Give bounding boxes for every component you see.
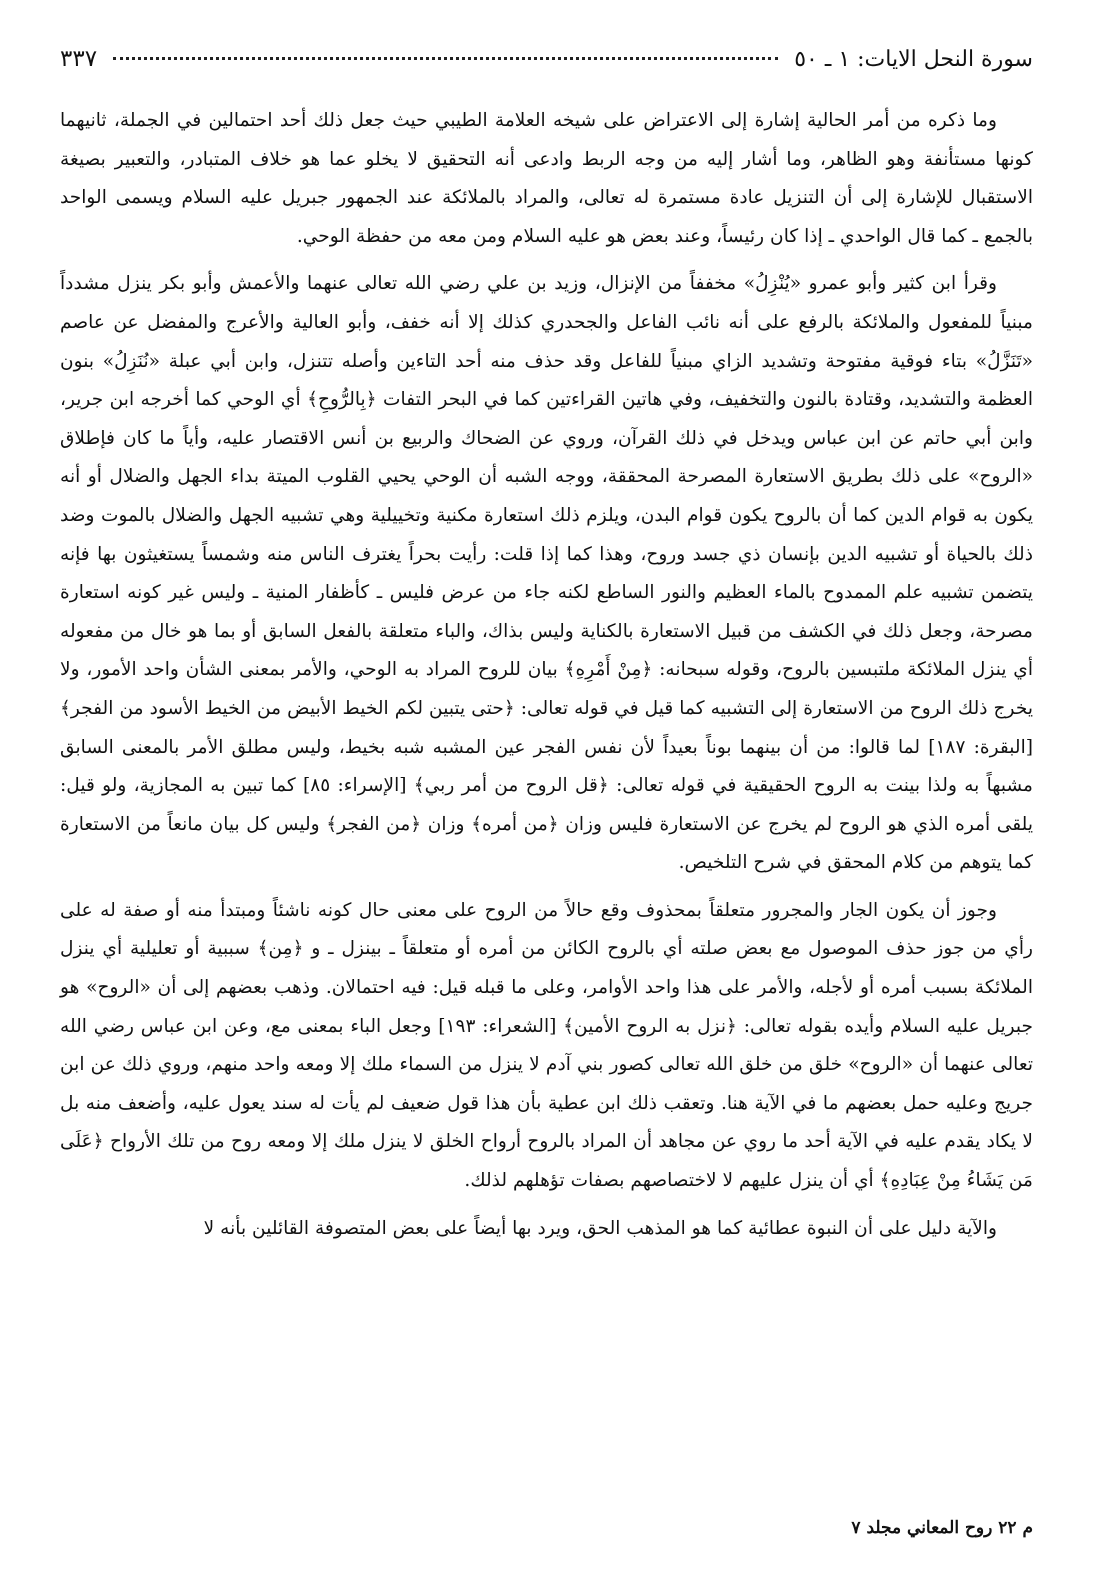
header-leader-dots (113, 57, 778, 60)
paragraph-3: وجوز أن يكون الجار والمجرور متعلقاً بمحذوف وقع حالاً من الروح على معنى حال كونه ناشئاً ومبتدأ منه أو صفة له على رأي من جوز حذف الموصول مع بعض صلته أي بالروح الكائن من أمره أو متعلقاً ـ بينزل ـ و ﴿مِن﴾ سببية أو تعليلية أي ينزل الملائكة بسبب أمره أو لأجله، والأمر على هذا واحد الأوامر، وعلى ما قبله قيل: فيه احتمالان. وذهب بعضهم إلى أن «الروح» هو جبريل عليه السلام وأيده بقوله تعالى: ﴿نزل به الروح الأمين﴾ [الشعراء: ١٩٣] وجعل الباء بمعنى مع، وعن ابن عباس رضي الله تعالى عنهما أن «الروح» خلق من خلق الله تعالى كصور بني آدم لا ينزل من السماء ملك إلا ومعه واحد منهم، وروي ذلك عن ابن جريج وعليه حمل بعضهم ما في الآية هنا. وتعقب ذلك ابن عطية بأن هذا قول ضعيف لم يأت له سند يعول عليه، وأضعف منه بل لا يكاد يقدم عليه في الآية أحد ما روي عن مجاهد أن المراد بالروح أرواح الخلق لا ينزل ملك إلا ومعه روح من تلك الأرواح ﴿عَلَى مَن يَشَاءُ مِنْ عِبَادِهِ﴾ أي أن ينزل عليهم لا لاختصاصهم بصفات تؤهلهم لذلك. (60, 899, 1033, 1192)
paragraph-1: وما ذكره من أمر الحالية إشارة إلى الاعتراض على شيخه العلامة الطيبي حيث جعل ذلك أحد احتمالين في الجملة، ثانيهما كونها مستأنفة وهو الظاهر، وما أشار إليه من وجه الربط وادعى أنه التحقيق لا يخلو عما هو خلاف المتبادر، والتعبير بصيغة الاستقبال للإشارة إلى أن التنزيل عادة مستمرة له تعالى، والمراد بالملائكة عند الجمهور جبريل عليه السلام ويسمى الواحد بالجمع ـ كما قال الواحدي ـ إذا كان رئيساً، وعند بعض هو عليه السلام ومن معه من حفظة الوحي. (60, 110, 1033, 247)
page-number: ٣٣٧ (60, 46, 98, 72)
paragraph-2: وقرأ ابن كثير وأبو عمرو «يُنْزِلُ» مخففاً من الإنزال، وزيد بن علي رضي الله تعالى عنهما والأعمش وأبو بكر ينزل مشدداً مبنياً للمفعول والملائكة بالرفع على أنه نائب الفاعل والجحدري كذلك إلا أنه خفف، وأبو العالية والأعرج والمفضل عن عاصم «تَنَزَّلُ» بتاء فوقية مفتوحة وتشديد الزاي مبنياً للفاعل وقد حذف منه أحد التاءين وأصله تتنزل، وابن أبي عبلة «نُنَزِلُ» بنون العظمة والتشديد، وقتادة بالنون والتخفيف، وفي هاتين القراءتين كما في البحر التفات ﴿بِالرُّوحِ﴾ أي الوحي كما أخرجه ابن جرير، وابن أبي حاتم عن ابن عباس ويدخل في ذلك القرآن، وروي عن الضحاك والربيع بن أنس الاقتصار عليه، وأياً ما كان فإطلاق «الروح» على ذلك بطريق الاستعارة المصرحة المحققة، ووجه الشبه أن الوحي يحيي القلوب الميتة بداء الجهل والضلال أو أنه يكون به قوام الدين كما أن بالروح يكون قوام البدن، ويلزم ذلك استعارة مكنية وتخييلية وهي تشبيه الجهل والضلال بالموت وضد ذلك بالحياة أو تشبيه الدين بإنسان ذي جسد وروح، وهذا كما إذا قلت: رأيت بحراً يغترف الناس منه وشمساً يستغيثون بها فإنه يتضمن تشبيه علم الممدوح بالماء العظيم والنور الساطع لكنه جاء من عرض فليس ـ كأظفار المنية ـ وليس غير كونه استعارة مصرحة، وجعل ذلك في الكشف من قبيل الاستعارة بالكناية وليس بذاك، والباء متعلقة بالفعل السابق أو بما هو خال من مفعوله أي ينزل الملائكة ملتبسين بالروح، وقوله سبحانه: ﴿مِنْ أَمْرِهِ﴾ بيان للروح المراد به الوحي، والأمر بمعنى الشأن واحد الأمور، ولا يخرج ذلك الروح من الاستعارة إلى التشبيه كما قيل في قوله تعالى: ﴿حتى يتبين لكم الخيط الأبيض من الخيط الأسود من الفجر﴾ [البقرة: ١٨٧] لما قالوا: من أن بينهما بوناً بعيداً لأن نفس الفجر عين المشبه شبه بخيط، وليس مطلق الأمر بالمعنى السابق مشبهاً به ولذا بينت به الروح الحقيقية في قوله تعالى: ﴿قل الروح من أمر ربي﴾ [الإسراء: ٨٥] كما تبين به المجازية، ولو قيل: يلقى أمره الذي هو الروح لم يخرج عن الاستعارة فليس وزان ﴿من أمره﴾ وزان ﴿من الفجر﴾ وليس كل بيان مانعاً من الاستعارة كما يتوهم من كلام المحقق في شرح التلخيص. (60, 273, 1033, 874)
running-header (60, 46, 1033, 86)
commentary-body (60, 102, 1033, 1255)
surah-title: سورة النحل الايات: ١ ـ ٥٠ (794, 47, 1033, 72)
footer-signature: م ٢٢ روح المعاني مجلد ٧ (851, 1518, 1033, 1538)
paragraph-4: والآية دليل على أن النبوة عطائية كما هو المذهب الحق، ويرد بها أيضاً على بعض المتصوفة القائلين بأنه لا (203, 1217, 997, 1239)
